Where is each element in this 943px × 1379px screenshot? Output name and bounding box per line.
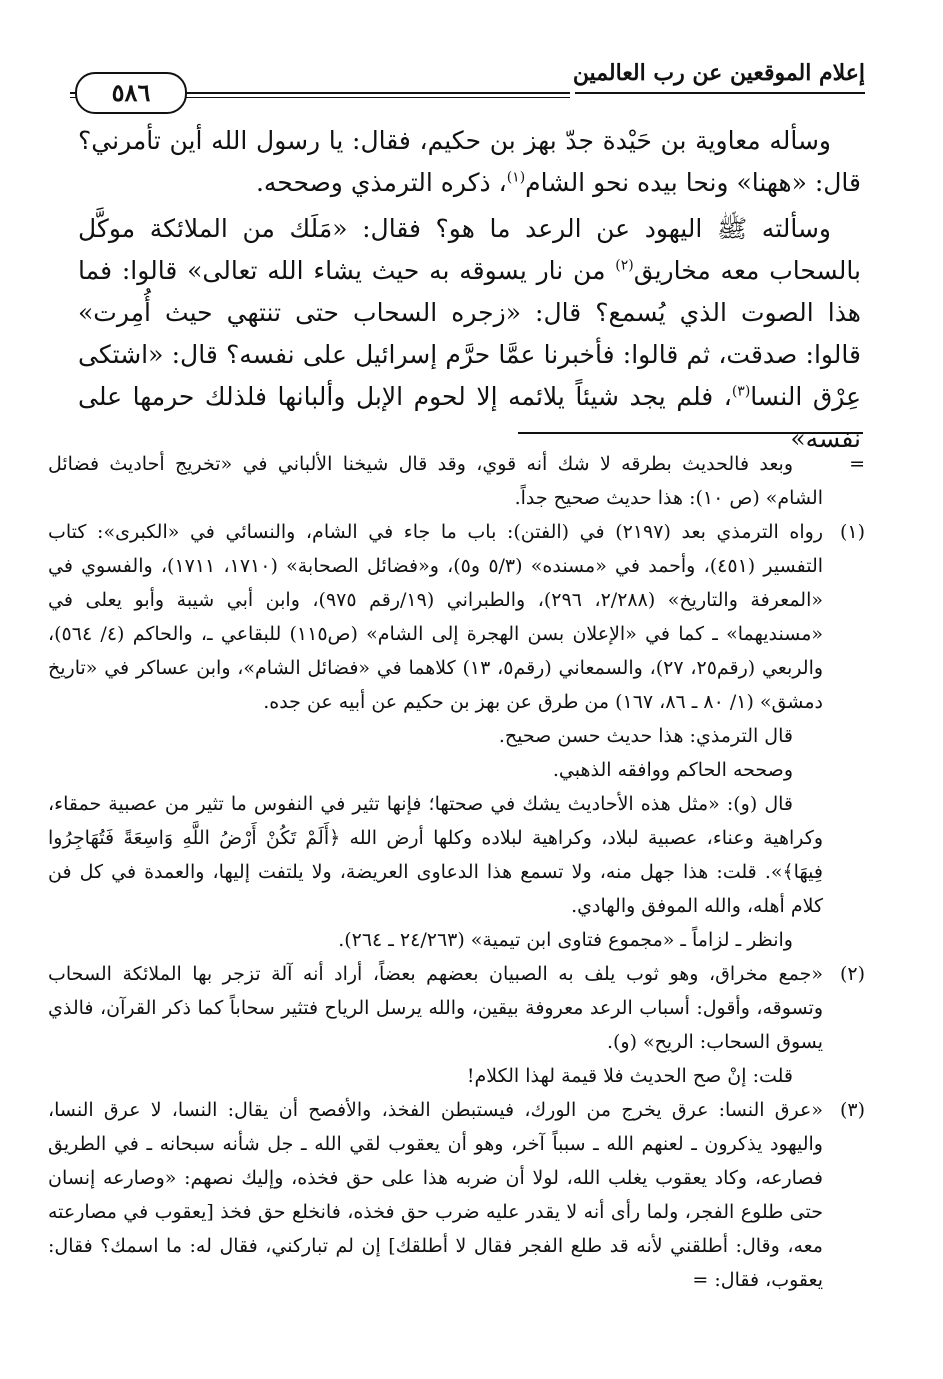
footnote-number: (٢) — [839, 963, 865, 985]
footnote-3 — [48, 1093, 865, 1297]
p2-text-b: من نار يسوقه به حيث يشاء الله تعالى» قالوا: فما هذا الصوت الذي يُسمع؟ قال: «زجره السحاب حتى تنتهي حيث أُمِرت» قالوا: صدقت، ثم قالوا: فأخبرنا عمَّا حرَّم إسرائيل على نفسه؟ قال: «اشتكى عِرْق النسا — [78, 256, 861, 411]
p2-text-a: وسألته ﷺ اليهود عن الرعد ما هو؟ فقال: «مَلَك من الملائكة موكَّل بالسحاب معه مخاريق — [78, 214, 861, 285]
footnote-1 — [48, 515, 865, 957]
p1-text-a: وسأله معاوية بن حَيْدة جدّ بهز بن حكيم، فقال: يا رسول الله أين تأمرني؟ قال: «ههنا» ونحا بيده نحو الشام — [78, 126, 861, 197]
paragraph-2 — [78, 208, 861, 460]
footnote-number: (٣) — [839, 1099, 865, 1121]
running-title: إعلام الموقعين عن رب العالمين — [572, 60, 865, 86]
p2-text-c: ، فلم يجد شيئاً يلائمه إلا لحوم الإبل وألبانها فلذلك حرمها على نفسه» — [78, 382, 861, 453]
footnote-separator — [518, 432, 863, 434]
footnote-2 — [48, 957, 865, 1093]
footnote-text — [48, 1093, 823, 1297]
page-header — [70, 52, 865, 112]
footnote-3-text: «عرق النسا: عرق يخرج من الورك، فيستبطن الفخذ، والأفصح أن يقال: النسا، لا عرق النسا، واليهود يذكرون ـ لعنهم الله ـ سبباً آخر، وهو أن يعقوب لقي الله ـ جل شأنه سبحانه ـ في الطريق فصارعه، وكاد يعقوب يغلب الله، لولا أن ضربه هذا على حق فخذه، وإليك نصهم: «وصارعه إنسان حتى طلوع الفجر، ولما رأى أنه لا يقدر عليه ضرب حق فخذه، فانخلع حق فخذ [يعقوب في مصارعته معه، وقال: أطلقني لأنه قد طلع الفجر فقال لا أطلقك] إن لم تباركني، فقال له: ما اسمك؟ فقال: يعقوب، فقال: — [48, 1099, 823, 1291]
footnote-ref-2: (٢) — [615, 257, 634, 274]
continuation-mark: = — [849, 453, 865, 475]
footnote-text: وانظر ـ لزاماً ـ «مجموع فتاوى ابن تيمية» (٢٤/٢٦٣ ـ ٢٦٤). — [338, 929, 793, 951]
footnote-text: وبعد فالحديث بطرقه لا شك أنه قوي، وقد قال شيخنا الألباني في «تخريج أحاديث فضائل الشام» (ص ١٠): هذا حديث صحيح جداً. — [48, 453, 823, 509]
footnote-continued — [48, 447, 865, 515]
footnote-text: وصححه الحاكم ووافقه الذهبي. — [552, 759, 793, 781]
footnote-text: قال الترمذي: هذا حديث حسن صحيح. — [498, 725, 793, 747]
header-rule — [575, 92, 865, 94]
footnote-ref-1: (١) — [506, 169, 526, 186]
continuation-mark: = — [692, 1269, 709, 1291]
p1-text-b: ، ذكره الترمذي وصححه. — [255, 168, 507, 197]
footnote-text: قال (و): «مثل هذه الأحاديث يشك في صحتها؛ فإنها تثير في النفوس ما تثير من عصبية حمقاء، وكراهية وعناء، عصبية لبلاد، وكراهية لبلاده وكلها أرض الله ﴿أَلَمْ تَكُنْ أَرْضُ اللَّهِ وَاسِعَةً فَتُهَاجِرُوا فِيهَا﴾». قلت: هذا جهل منه، ولا تسمع هذا الدعاوى العريضة، ولا يلتفت إليها، والعمدة في كل فن كلام أهله، والله الموفق والهادي. — [48, 793, 823, 917]
page-number: ٥٨٦ — [75, 72, 187, 114]
footnote-text: رواه الترمذي بعد (٢١٩٧) في (الفتن): باب ما جاء في الشام، والنسائي في «الكبرى»: كتاب التفسير (٤٥١)، وأحمد في «مسنده» (٥/٣ و٥)، و«فضائل الصحابة» (١٧١٠، ١٧١١)، والفسوي في «المعرفة والتاريخ» (٢/٢٨٨، ٢٩٦)، والطبراني (١٩/رقم ٩٧٥)، وابن أبي شيبة وأبو يعلى في «مسنديهما» ـ كما في «الإعلان بسن الهجرة إلى الشام» (ص١١٥) للبقاعي ـ، والحاكم (٤/ ٥٦٤)، والربعي (رقم٢٥، ٢٧)، والسمعاني (رقم٥، ١٣) كلاهما في «فضائل الشام»، وابن عساكر في «تاريخ دمشق» (١/ ٨٠ ـ ٨٦، ١٦٧) من طرق عن بهز بن حكيم عن أبيه عن جده. — [48, 521, 824, 713]
footnote-text: قلت: إنْ صح الحديث فلا قيمة لهذا الكلام! — [466, 1065, 793, 1087]
footnotes — [48, 447, 865, 1297]
footnote-text: «جمع مخراق، وهو ثوب يلف به الصبيان بعضهم بعضاً، أراد أنه آلة تزجر بها الملائكة السحاب وتسوقه، وأقول: أسباب الرعد معروفة بيقين، والله يرسل الرياح فتثير سحاباً كما ذكر القرآن، فالذي يسوق السحاب: الريح» (و). — [48, 963, 823, 1053]
footnote-ref-3: (٣) — [731, 383, 751, 400]
paragraph-1 — [78, 120, 861, 204]
footnote-number: (١) — [839, 521, 865, 543]
main-text — [78, 120, 861, 464]
